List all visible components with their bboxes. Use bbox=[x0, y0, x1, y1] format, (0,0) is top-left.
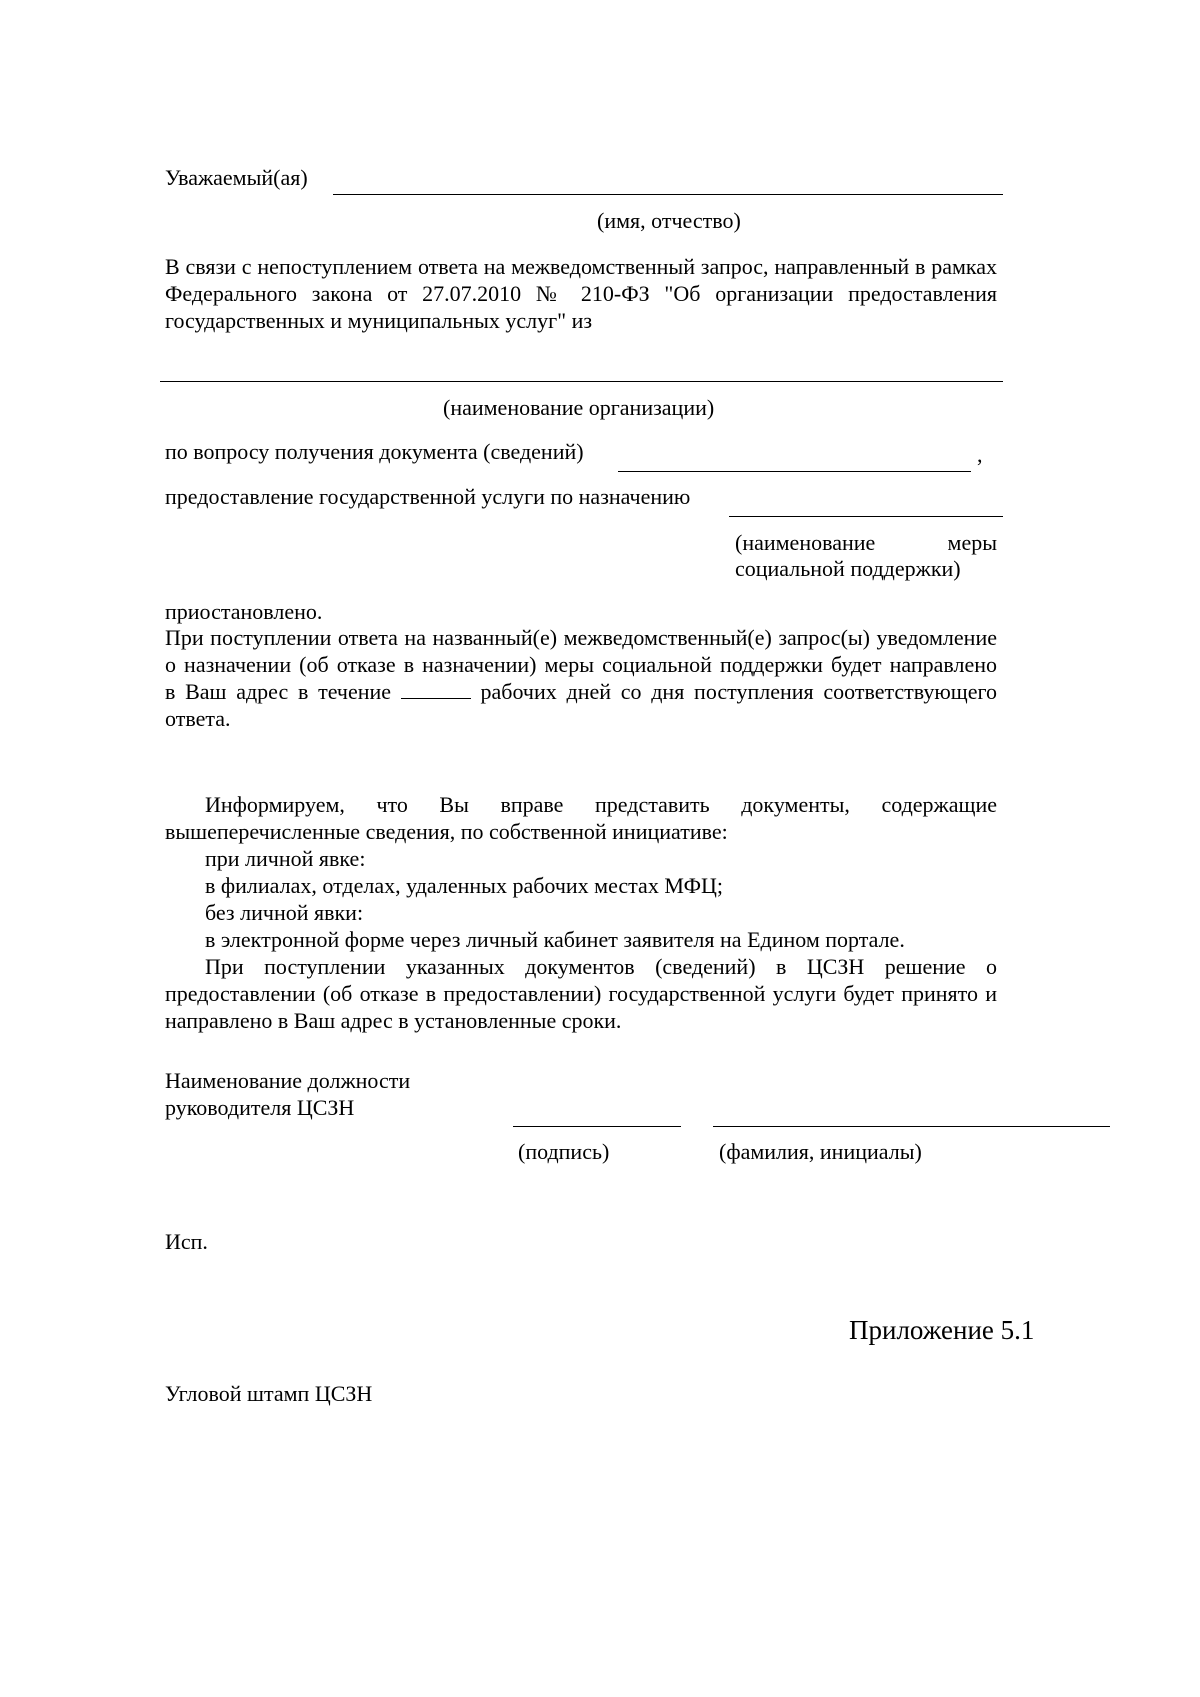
recipient-name-field-line[interactable] bbox=[333, 194, 1003, 195]
suspended-paragraph bbox=[165, 624, 997, 732]
document-question-comma: , bbox=[977, 442, 983, 467]
document-field-line[interactable] bbox=[618, 471, 971, 472]
inform-line-2: вышеперечисленные сведения, по собственной инициативе: bbox=[165, 819, 728, 844]
suspended-line-4 bbox=[165, 678, 997, 705]
intro-paragraph bbox=[165, 253, 997, 334]
suspended-line-1: приостановлено. bbox=[165, 599, 323, 624]
inform-paragraph bbox=[165, 791, 997, 1034]
executor-label: Исп. bbox=[165, 1229, 208, 1254]
days-count-field[interactable] bbox=[401, 680, 471, 699]
suspended-line-2: При поступлении ответа на названный(е) межведомственный(е) запрос(ы) уведомление bbox=[165, 625, 997, 650]
inform-line-3: при личной явке: bbox=[205, 846, 366, 871]
intro-line-1: В связи с непоступлением ответа на межведомственный запрос, направленный в рамках bbox=[165, 254, 997, 279]
organization-field-line[interactable] bbox=[160, 381, 1003, 382]
inform-line-8: предоставлении (об отказе в предоставлении) государственной услуги будет принято и bbox=[165, 981, 997, 1006]
service-text: предоставление государственной услуги по назначению bbox=[165, 484, 691, 509]
signature-field-line[interactable] bbox=[513, 1126, 681, 1127]
intro-line-3: государственных и муниципальных услуг" из bbox=[165, 308, 593, 333]
inform-line-4: в филиалах, отделах, удаленных рабочих местах МФЦ; bbox=[205, 873, 723, 898]
position-title-line-2: руководителя ЦСЗН bbox=[165, 1095, 355, 1120]
full-name-caption: (фамилия, инициалы) bbox=[719, 1139, 922, 1164]
position-title-line-1: Наименование должности bbox=[165, 1068, 411, 1093]
recipient-name-caption: (имя, отчество) bbox=[597, 208, 741, 233]
suspended-line-4-end: рабочих дней со дня поступления соответствующего bbox=[480, 679, 997, 704]
appendix-title: Приложение 5.1 bbox=[849, 1315, 1035, 1345]
signature-caption: (подпись) bbox=[518, 1139, 610, 1164]
support-measure-caption-word-1: (наименование bbox=[735, 530, 876, 555]
inform-line-5: без личной явки: bbox=[205, 900, 364, 925]
organization-caption: (наименование организации) bbox=[443, 395, 715, 420]
support-measure-caption-line-2: социальной поддержки) bbox=[735, 556, 961, 581]
full-name-field-line[interactable] bbox=[713, 1126, 1110, 1127]
corner-stamp-label: Угловой штамп ЦСЗН bbox=[165, 1381, 373, 1406]
support-measure-caption-word-2: меры bbox=[947, 530, 997, 555]
suspended-line-3: о назначении (об отказе в назначении) меры социальной поддержки будет направлено bbox=[165, 652, 997, 677]
inform-line-9: направлено в Ваш адрес в установленные сроки. bbox=[165, 1008, 622, 1033]
greeting-label: Уважаемый(ая) bbox=[165, 165, 308, 190]
inform-line-1: Информируем, что Вы вправе представить документы, содержащие bbox=[205, 792, 997, 817]
intro-line-2: Федерального закона от 27.07.2010 № 210-ФЗ "Об организации предоставления bbox=[165, 281, 997, 306]
inform-line-6: в электронной форме через личный кабинет заявителя на Едином портале. bbox=[205, 927, 905, 952]
suspended-line-4-start: в Ваш адрес в течение bbox=[165, 679, 392, 704]
support-measure-field-line[interactable] bbox=[729, 516, 1003, 517]
inform-line-7: При поступлении указанных документов (сведений) в ЦСЗН решение о bbox=[205, 954, 997, 979]
document-question-text: по вопросу получения документа (сведений) bbox=[165, 439, 584, 464]
suspended-line-5: ответа. bbox=[165, 706, 231, 731]
